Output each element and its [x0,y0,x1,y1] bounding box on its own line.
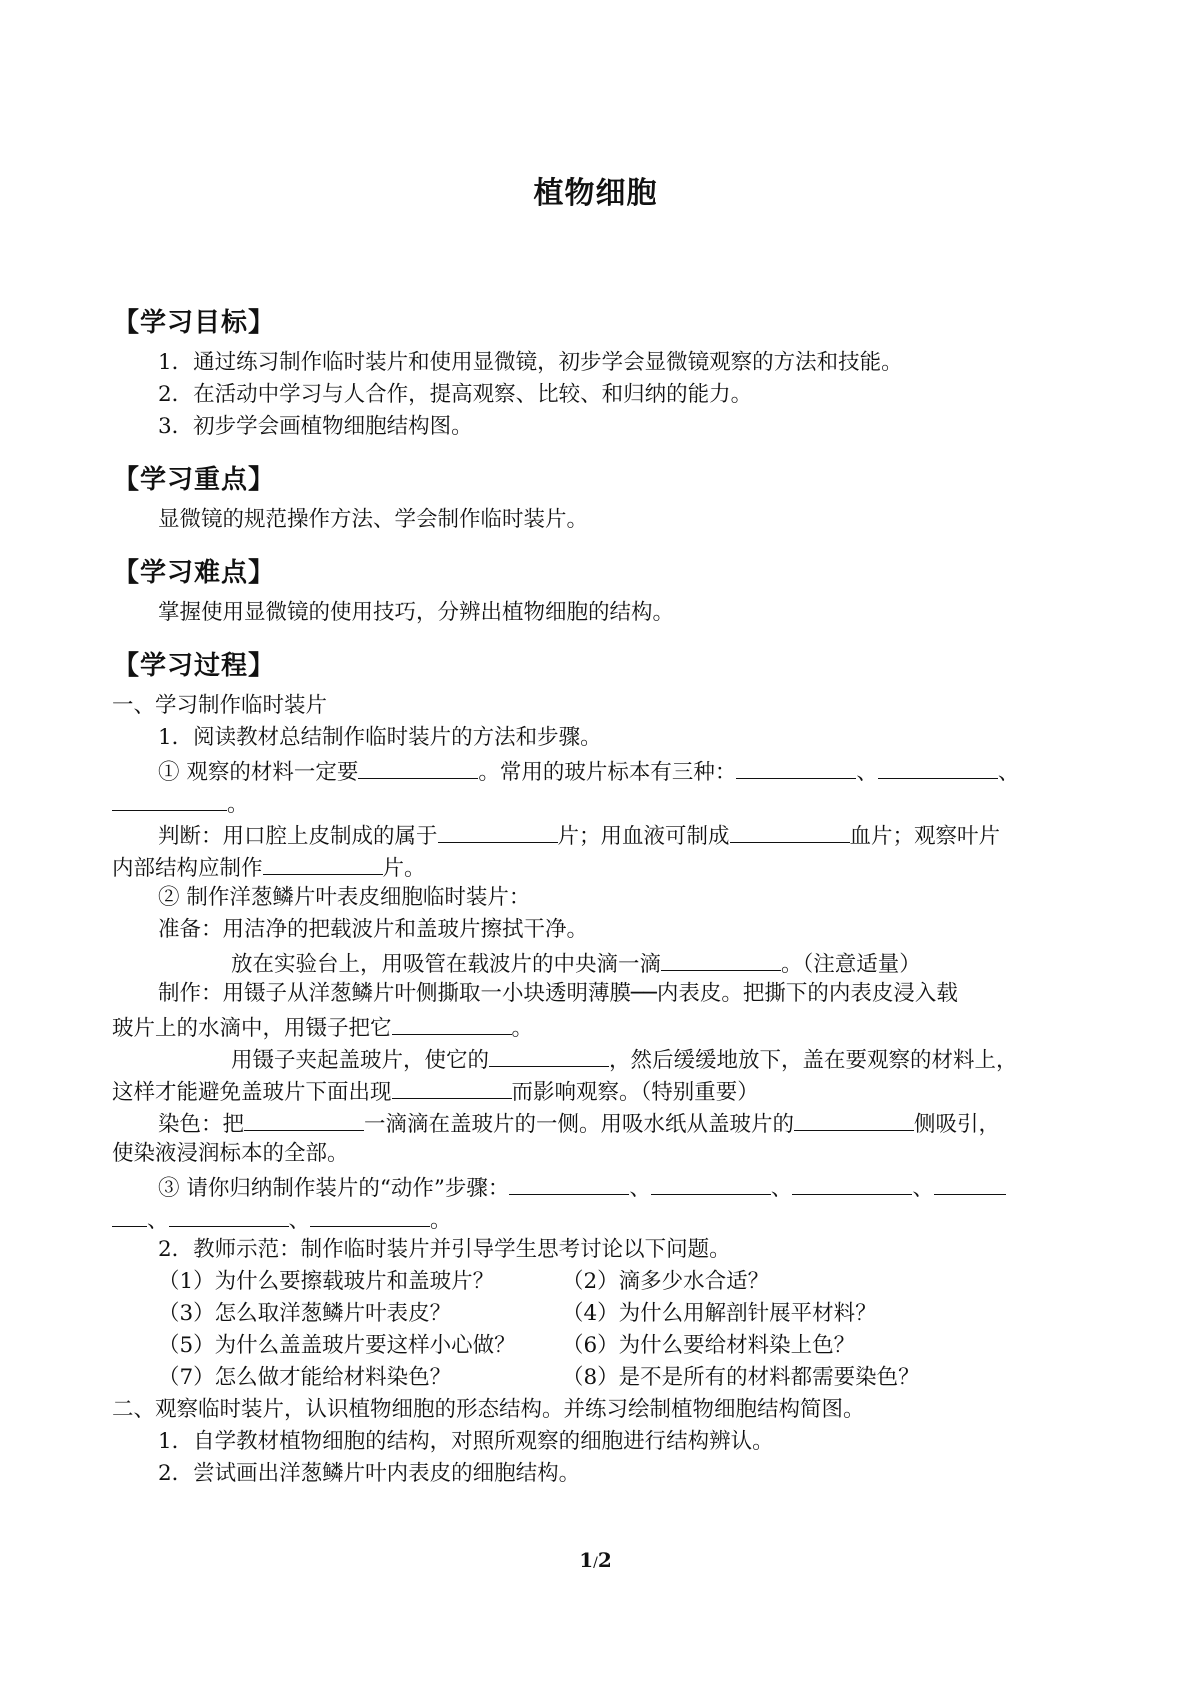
step3-sep: 、 [147,1208,169,1233]
judge-text-b: 片；用血液可制成 [557,824,730,849]
make-text-g: 而影响观察。（特别重要） [511,1080,759,1105]
page-current: 1 [579,1548,594,1572]
prep-line-1: 准备：用洁净的把载波片和盖玻片擦拭干净。 [158,917,589,942]
dye-line-2: 使染液浸润标本的全部。 [112,1141,349,1166]
step3-sep: 、 [912,1176,934,1201]
judge-line [158,820,1000,851]
blank-action-4[interactable] [934,1172,1006,1195]
prep-text-c: 。（注意适量） [781,952,921,977]
difficulties-text: 掌握使用显微镜的使用技巧，分辨出植物细胞的结构。 [158,600,675,625]
part1-title: 一、学习制作临时装片 [112,693,328,718]
step2-title: ② 制作洋葱鳞片叶表皮细胞临时装片： [158,885,531,910]
make-text-b: 玻片上的水滴中，用镊子把它 [112,1016,392,1041]
blank-spread[interactable] [392,1012,512,1035]
blank-action-5[interactable] [169,1204,289,1227]
blank-slide-type-2[interactable] [878,756,998,779]
part2-item-1: 1．自学教材植物细胞的结构，对照所观察的细胞进行结构辨认。 [158,1429,774,1454]
judge-text-d: 内部结构应制作 [112,856,263,881]
part2-title: 二、观察临时装片，认识植物细胞的形态结构。并练习绘制植物细胞结构简图。 [112,1397,865,1422]
make-line-4 [112,1076,759,1107]
heading-difficulties: 【学习难点】 [113,558,276,588]
question-4: （4）为什么用解剖针展平材料？ [562,1301,877,1326]
step3-text: ③ 请你归纳制作装片的“动作”步骤： [158,1176,510,1201]
keypoints-text: 显微镜的规范操作方法、学会制作临时装片。 [158,507,589,532]
blank-judge-1[interactable] [438,820,558,843]
objective-1: 1．通过练习制作临时装片和使用显微镜，初步学会显微镜观察的方法和技能。 [158,350,903,375]
question-1: （1）为什么要擦载玻片和盖玻片？ [158,1269,495,1294]
part1-item-1: 1．阅读教材总结制作临时装片的方法和步骤。 [158,725,602,750]
blank-action-6[interactable] [310,1204,430,1227]
step1-line-2 [112,788,249,819]
blank-judge-3[interactable] [263,852,383,875]
step3-sep: 、 [629,1176,651,1201]
dye-text-b: 一滴滴在盖玻片的一侧。用吸水纸从盖玻片的 [364,1112,795,1137]
blank-drop[interactable] [661,948,781,971]
page-slash: / [593,1555,598,1571]
blank-cover-edge[interactable] [489,1044,609,1067]
make-line-3 [231,1044,1018,1075]
blank-material[interactable] [358,756,478,779]
page-total: 2 [597,1548,612,1572]
part2-item-2: 2．尝试画出洋葱鳞片叶内表皮的细胞结构。 [158,1461,581,1486]
make-text-e: ，然后缓缓地放下，盖在要观察的材料上， [609,1048,1018,1073]
question-5: （5）为什么盖盖玻片要这样小心做？ [158,1333,516,1358]
question-2: （2）滴多少水合适？ [562,1269,770,1294]
blank-dye[interactable] [244,1108,364,1131]
blank-bubbles[interactable] [392,1076,512,1099]
question-3: （3）怎么取洋葱鳞片叶表皮？ [158,1301,452,1326]
judge-text-e: 片。 [382,856,426,881]
step3-end: 。 [430,1208,452,1233]
step1-end: 。 [227,792,249,817]
part1-item-2: 2．教师示范：制作临时装片并引导学生思考讨论以下问题。 [158,1237,731,1262]
step1-line [158,756,1019,787]
blank-slide-type-1[interactable] [736,756,856,779]
question-6: （6）为什么要给材料染上色？ [562,1333,856,1358]
heading-objectives: 【学习目标】 [113,308,276,338]
question-8: （8）是不是所有的材料都需要染色？ [562,1365,920,1390]
step3-line-2 [112,1204,452,1235]
question-7: （7）怎么做才能给材料染色？ [158,1365,452,1390]
blank-slide-type-3[interactable] [112,788,227,811]
make-text-f: 这样才能避免盖玻片下面出现 [112,1080,392,1105]
blank-action-1[interactable] [509,1172,629,1195]
step3-sep: 、 [770,1176,793,1201]
make-text-c: 。 [511,1016,534,1041]
judge-text-a: 判断：用口腔上皮制成的属于 [158,824,438,849]
blank-action-2[interactable] [651,1172,771,1195]
step1-text-b: 。常用的玻片标本有三种： [478,760,737,785]
page-number [0,1548,1191,1572]
step1-text-a: ① 观察的材料一定要 [158,760,359,785]
objective-3: 3．初步学会画植物细胞结构图。 [158,414,473,439]
dye-line-1 [158,1108,1000,1139]
step1-sep-2: 、 [997,760,1020,785]
step3-sep: 、 [288,1208,311,1233]
prep-line-2 [231,948,921,979]
make-text-d: 用镊子夹起盖玻片，使它的 [231,1048,490,1073]
make-line-1: 制作：用镊子从洋葱鳞片叶侧撕取一小块透明薄膜──内表皮。把撕下的内表皮浸入载 [158,981,958,1006]
step1-sep-1: 、 [856,760,878,785]
blank-action-3[interactable] [792,1172,912,1195]
prep-text-b: 放在实验台上，用吸管在载波片的中央滴一滴 [231,952,662,977]
make-line-2 [112,1012,533,1043]
blank-dye-side[interactable] [794,1108,914,1131]
blank-judge-2[interactable] [730,820,850,843]
heading-process: 【学习过程】 [113,651,276,681]
heading-keypoints: 【学习重点】 [113,465,276,495]
dye-text-c: 侧吸引， [914,1112,1001,1137]
objective-2: 2．在活动中学习与人合作，提高观察、比较、和归纳的能力。 [158,382,753,407]
dye-text-a: 染色：把 [158,1112,245,1137]
blank-action-4-cont[interactable] [112,1204,147,1227]
page-title: 植物细胞 [533,176,658,211]
step3-line-1 [158,1172,1006,1203]
judge-text-c: 血片；观察叶片 [849,824,1001,849]
judge-line-2 [112,852,426,883]
